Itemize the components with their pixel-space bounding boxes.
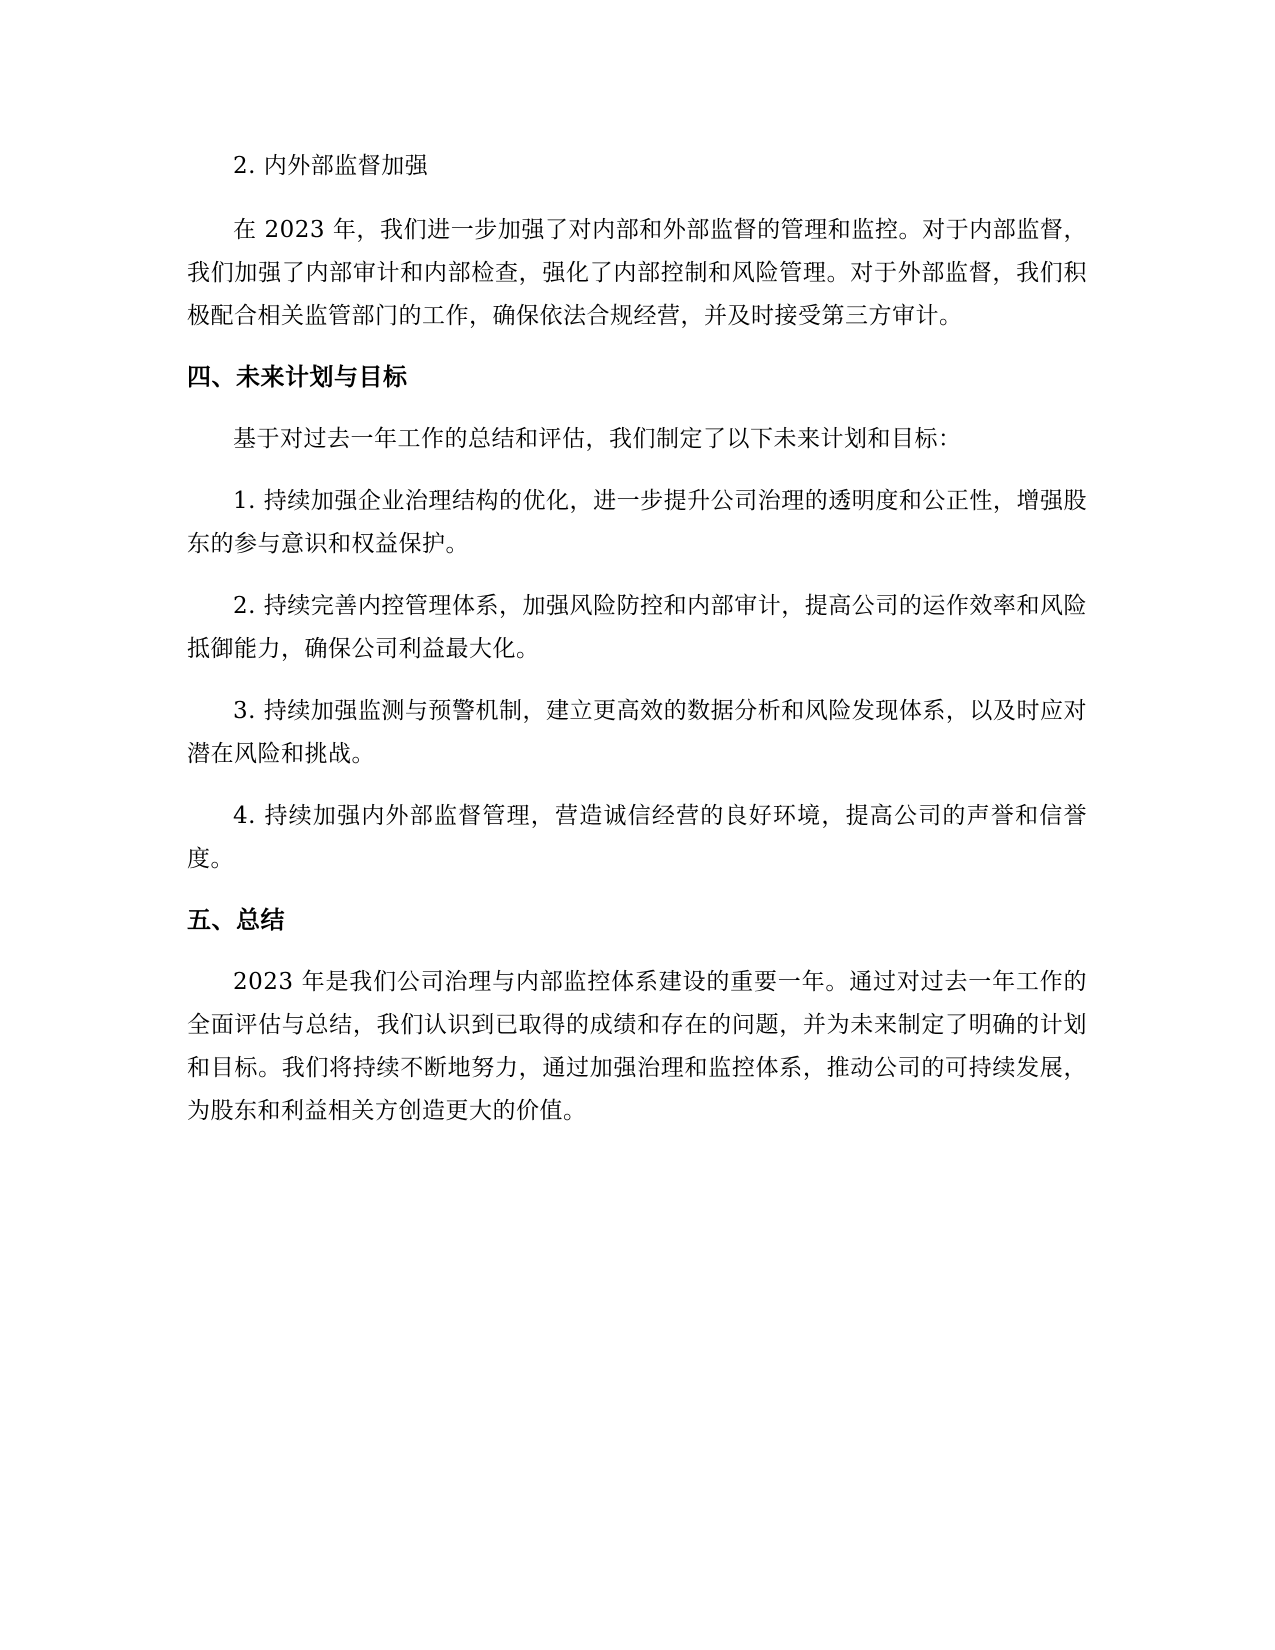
future-plan-item: 1. 持续加强企业治理结构的优化，进一步提升公司治理的透明度和公正性，增强股东的参与意识和权益保护。 (187, 488, 1087, 557)
summary-body: 2023 年是我们公司治理与内部监控体系建设的重要一年。通过对过去一年工作的全面评估与总结，我们认识到已取得的成绩和存在的问题，并为未来制定了明确的计划和目标。我们将持续不断地努力，通过加强治理和监控体系，推动公司的可持续发展，为股东和利益相关方创造更大的价值。 (187, 969, 1087, 1124)
document-content (187, 145, 1087, 1133)
subsection-title: 2. 内外部监督加强 (233, 153, 429, 179)
section-heading-future-plans: 四、未来计划与目标 (187, 363, 408, 391)
subsection-body: 在 2023 年，我们进一步加强了对内部和外部监督的管理和监控。对于内部监督，我们加强了内部审计和内部检查，强化了内部控制和风险管理。对于外部监督，我们积极配合相关监管部门的工作，确保依法合规经营，并及时接受第三方审计。 (187, 217, 1087, 329)
future-plan-item: 2. 持续完善内控管理体系，加强风险防控和内部审计，提高公司的运作效率和风险抵御能力，确保公司利益最大化。 (187, 593, 1087, 662)
future-plan-item: 3. 持续加强监测与预警机制，建立更高效的数据分析和风险发现体系，以及时应对潜在风险和挑战。 (187, 698, 1087, 767)
future-plan-item: 4. 持续加强内外部监督管理，营造诚信经营的良好环境，提高公司的声誉和信誉度。 (187, 803, 1087, 872)
future-plans-intro: 基于对过去一年工作的总结和评估，我们制定了以下未来计划和目标： (233, 426, 962, 452)
section-heading-summary: 五、总结 (187, 906, 285, 934)
